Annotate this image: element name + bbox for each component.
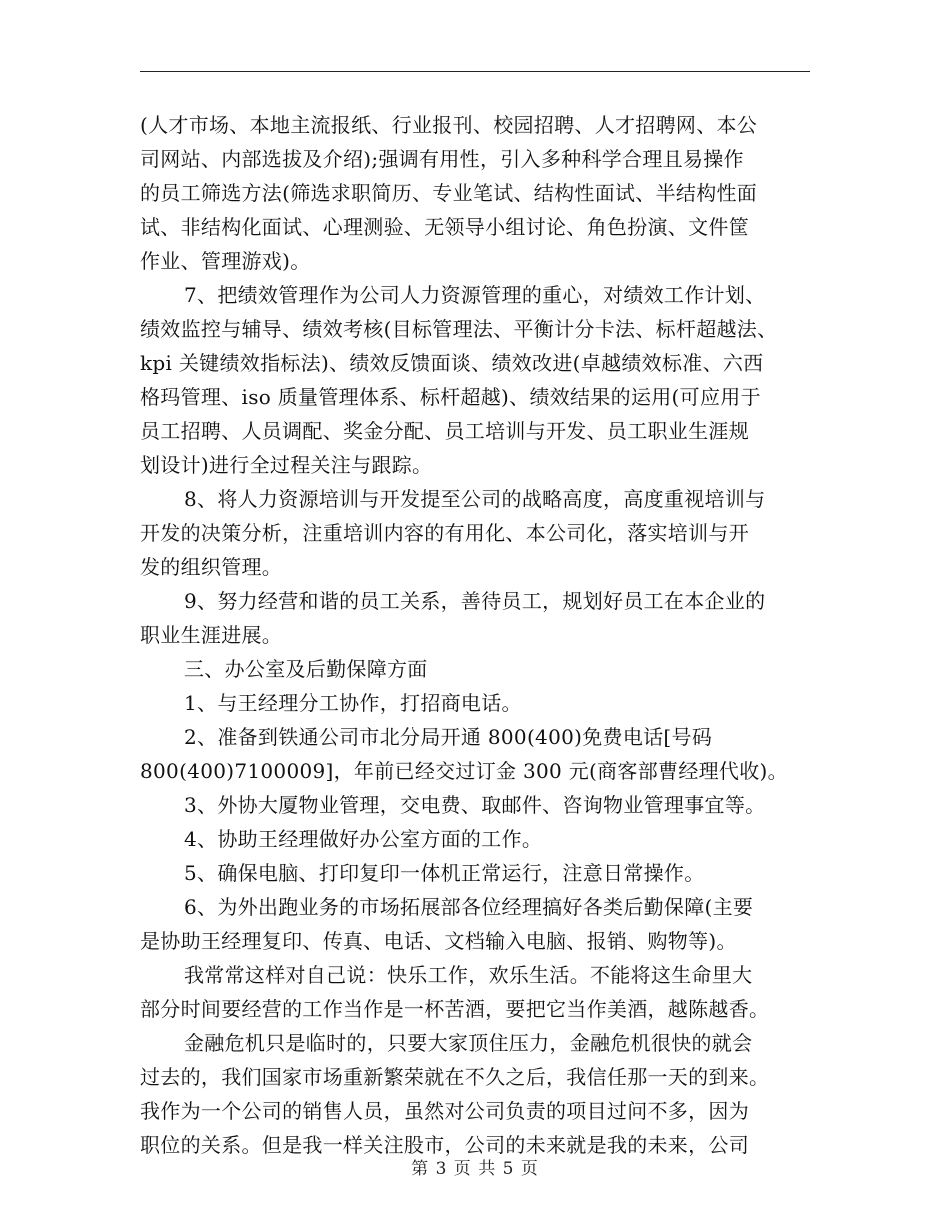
text-line: 三、办公室及后勤保障方面 (184, 657, 428, 681)
text-line: 作业、管理游戏)。 (140, 249, 311, 273)
text-line: 4、协助王经理做好办公室方面的工作。 (184, 827, 543, 851)
text-line: 职业生涯进展。 (140, 623, 283, 647)
text-line: 800(400)7100009]，年前已经交过订金 300 元(商客部曹经理代收)。 (140, 759, 788, 783)
text-line: 划设计)进行全过程关注与跟踪。 (140, 453, 433, 477)
text-line: 9、努力经营和谐的员工关系，善待员工，规划好员工在本企业的 (184, 589, 766, 613)
text-line: 8、将人力资源培训与开发提至公司的战略高度，高度重视培训与 (184, 487, 766, 511)
text-line: 6、为外出跑业务的市场拓展部各位经理搞好各类后勤保障(主要 (184, 895, 754, 919)
text-line: 金融危机只是临时的，只要大家顶住压力，金融危机很快的就会 (184, 1031, 753, 1055)
text-line: 试、非结构化面试、心理测验、无领导小组讨论、角色扮演、文件筐 (140, 215, 749, 239)
page-footer: 第 3 页 共 5 页 (411, 1159, 539, 1179)
text-line: (人才市场、本地主流报纸、行业报刊、校园招聘、人才招聘网、本公 (140, 113, 758, 137)
header-rule (140, 71, 810, 72)
text-line: 格玛管理、iso 质量管理体系、标杆超越)、绩效结果的运用(可应用于 (140, 385, 761, 409)
text-line: 绩效监控与辅导、绩效考核(目标管理法、平衡计分卡法、标杆超越法、 (140, 317, 778, 341)
text-line: 5、确保电脑、打印复印一体机正常运行，注意日常操作。 (184, 861, 705, 885)
text-line: 过去的，我们国家市场重新繁荣就在不久之后，我信任那一天的到来。 (140, 1065, 770, 1089)
text-line: 发的组织管理。 (140, 555, 283, 579)
text-line: 职位的关系。但是我一样关注股市，公司的未来就是我的未来，公司 (140, 1133, 749, 1157)
text-line: 司网站、内部选拔及介绍);强调有用性，引入多种科学合理且易操作 (140, 147, 744, 171)
text-line: 7、把绩效管理作为公司人力资源管理的重心，对绩效工作计划、 (184, 283, 766, 307)
text-line: 我作为一个公司的销售人员，虽然对公司负责的项目过问不多，因为 (140, 1099, 749, 1123)
text-line: 的员工筛选方法(筛选求职简历、专业笔试、结构性面试、半结构性面 (140, 181, 758, 205)
text-line: kpi 关键绩效指标法)、绩效反馈面谈、绩效改进(卓越绩效标准、六西 (140, 351, 764, 375)
text-line: 开发的决策分析，注重培训内容的有用化、本公司化，落实培训与开 (140, 521, 749, 545)
text-line: 1、与王经理分工协作，打招商电话。 (184, 691, 522, 715)
text-line: 是协助王经理复印、传真、电话、文档输入电脑、报销、购物等)。 (140, 929, 737, 953)
text-line: 我常常这样对自己说：快乐工作，欢乐生活。不能将这生命里大 (184, 963, 753, 987)
text-line: 部分时间要经营的工作当作是一杯苦酒，要把它当作美酒，越陈越香。 (140, 997, 770, 1021)
document-body (140, 108, 820, 1162)
text-line: 3、外协大厦物业管理，交电费、取邮件、咨询物业管理事宜等。 (184, 793, 766, 817)
text-line: 2、准备到铁通公司市北分局开通 800(400)免费电话[号码 (184, 725, 713, 749)
text-line: 员工招聘、人员调配、奖金分配、员工培训与开发、员工职业生涯规 (140, 419, 749, 443)
